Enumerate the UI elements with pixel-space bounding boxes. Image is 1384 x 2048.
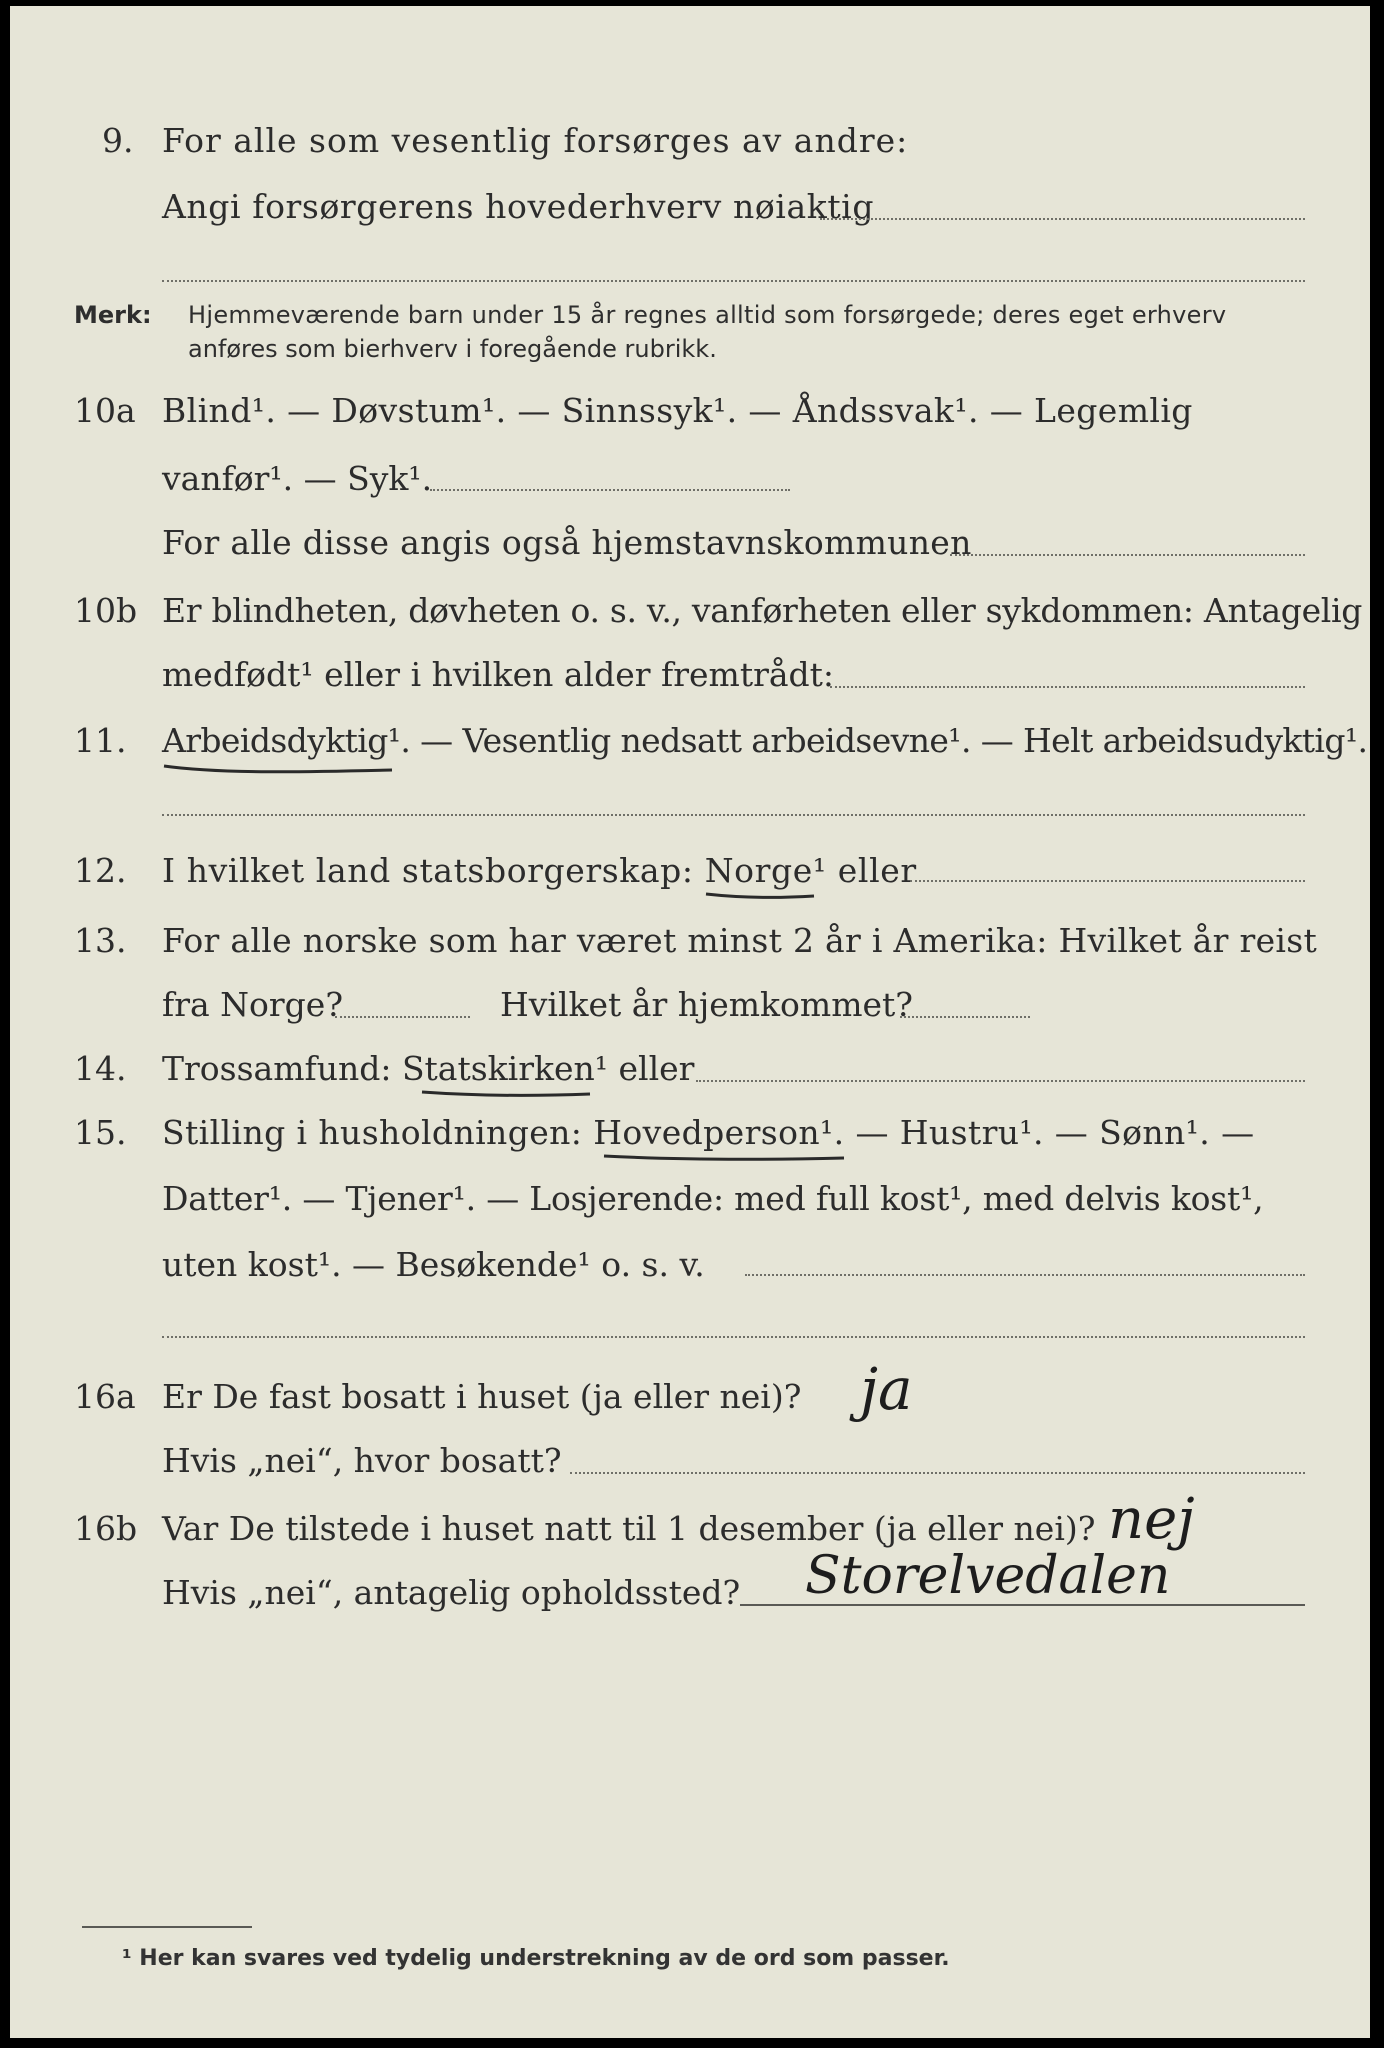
- q12-underline-mark: [702, 888, 822, 904]
- q10b-answer-line: [830, 686, 1305, 688]
- q14-text-1: Trossamfund: Statskirken¹ eller: [162, 1049, 695, 1088]
- q11-text-1: Arbeidsdyktig¹. — Vesentlig nedsatt arbeidsevne¹. — Helt arbeidsudyktig¹.: [162, 721, 1368, 760]
- q13-answer-line-left: [335, 1016, 470, 1018]
- q11-number: 11.: [74, 721, 127, 760]
- q15-answer-line: [745, 1274, 1305, 1276]
- q11-underline-mark: [160, 758, 400, 778]
- q14-underline-mark: [418, 1086, 598, 1102]
- q13-answer-line-right: [900, 1016, 1030, 1018]
- q16b-text-2: Hvis „nei“, antagelig opholdssted?: [162, 1573, 741, 1612]
- q15-text-3: uten kost¹. — Besøkende¹ o. s. v.: [162, 1245, 705, 1284]
- q13-number: 13.: [74, 921, 127, 960]
- q11-answer-line: [162, 814, 1305, 816]
- q10a-answer-line-2: [950, 554, 1305, 556]
- q15-text-1: Stilling i husholdningen: Hovedperson¹. — Hustru¹. — Sønn¹. —: [162, 1113, 1255, 1152]
- q12-number: 12.: [74, 851, 127, 890]
- merk-text-2: anføres som bierhverv i foregående rubrikk.: [188, 335, 717, 363]
- q10a-text-1: Blind¹. — Døvstum¹. — Sinnssyk¹. — Åndssvak¹. — Legemlig: [162, 391, 1193, 430]
- q16b-text-1: Var De tilstede i huset natt til 1 desember (ja eller nei)?: [162, 1509, 1096, 1548]
- q16a-handwritten-answer: ja: [860, 1355, 913, 1423]
- census-form-page: [10, 6, 1370, 2038]
- q10a-answer-line: [430, 489, 790, 491]
- q16a-answer-line: [570, 1472, 1305, 1474]
- q15-number: 15.: [74, 1113, 127, 1152]
- q12-text-1: I hvilket land statsborgerskap: Norge¹ eller: [162, 851, 917, 890]
- footnote-text: ¹ Her kan svares ved tydelig understrekning av de ord som passer.: [122, 1946, 950, 1971]
- q13-text-2b: Hvilket år hjemkommet?: [500, 985, 913, 1024]
- q16a-number: 16a: [74, 1377, 136, 1416]
- q16b-answer-line: [740, 1604, 1305, 1606]
- q10b-text-1: Er blindheten, døvheten o. s. v., vanførheten eller sykdommen: Antagelig: [162, 591, 1363, 630]
- q15-answer-line-2: [162, 1336, 1305, 1338]
- q10a-text-3: For alle disse angis også hjemstavnskommunen: [162, 523, 972, 562]
- q9-answer-line-2: [162, 280, 1305, 282]
- q9-text-1: For alle som vesentlig forsørges av andre:: [162, 121, 909, 160]
- q14-number: 14.: [74, 1049, 127, 1088]
- q13-text-1: For alle norske som har været minst 2 år i Amerika: Hvilket år reist: [162, 921, 1318, 960]
- q12-answer-line: [910, 880, 1305, 882]
- q16b-handwritten-place: Storelvedalen: [805, 1546, 1171, 1606]
- merk-text-1: Hjemmeværende barn under 15 år regnes alltid som forsørgede; deres eget erhverv: [188, 301, 1227, 329]
- q9-number: 9.: [102, 121, 134, 160]
- merk-label: Merk:: [74, 301, 152, 329]
- q10b-text-2: medfødt¹ eller i hvilken alder fremtrådt:: [162, 655, 835, 694]
- q9-answer-line: [820, 218, 1305, 220]
- q10a-text-2: vanfør¹. — Syk¹.: [162, 459, 433, 498]
- footnote-rule: [82, 1926, 252, 1928]
- q16a-text-2: Hvis „nei“, hvor bosatt?: [162, 1441, 562, 1480]
- q16b-handwritten-answer: nej: [1108, 1487, 1195, 1552]
- q15-text-2: Datter¹. — Tjener¹. — Losjerende: med full kost¹, med delvis kost¹,: [162, 1179, 1264, 1218]
- q10a-number: 10a: [74, 391, 136, 430]
- q15-underline-mark: [600, 1150, 850, 1166]
- q9-text-2: Angi forsørgerens hovederhverv nøiaktig: [162, 187, 875, 226]
- q16b-number: 16b: [74, 1509, 138, 1548]
- q14-answer-line: [696, 1080, 1305, 1082]
- q16a-text-1: Er De fast bosatt i huset (ja eller nei)?: [162, 1377, 802, 1416]
- q13-text-2a: fra Norge?: [162, 985, 344, 1024]
- q10b-number: 10b: [74, 591, 138, 630]
